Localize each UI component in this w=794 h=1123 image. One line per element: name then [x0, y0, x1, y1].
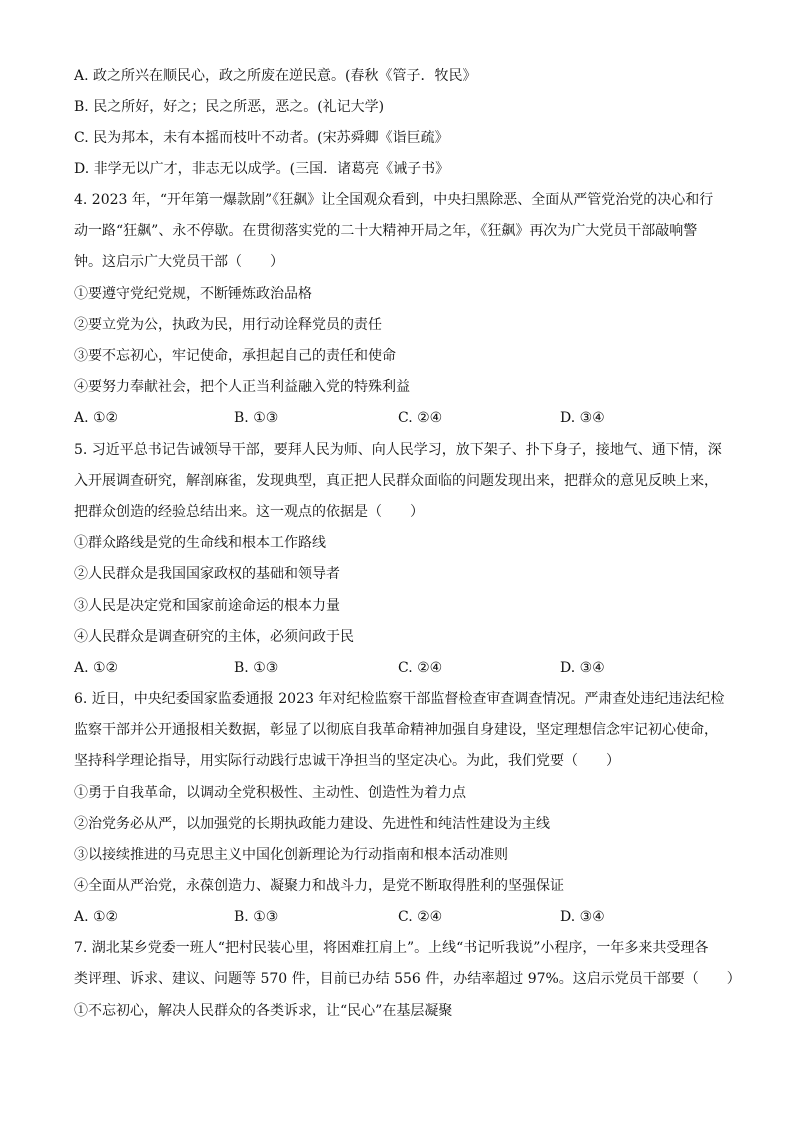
q6-choice-d[interactable]: D. ③④	[560, 909, 605, 925]
q6-choice-b[interactable]: B. ①③	[234, 909, 279, 925]
q5-item-4: ④人民群众是调查研究的主体，必须问政于民	[74, 629, 354, 645]
q4-item-2: ②要立党为公，执政为民，用行动诠释党员的责任	[74, 317, 382, 333]
q6-stem-line-2: 监察干部并公开通报相关数据，彰显了以彻底自我革命精神加强自身建设，坚定理想信念牢记初心使命，	[74, 722, 718, 738]
q6-item-1: ①勇于自我革命，以调动全党积极性、主动性、创造性为着力点	[74, 785, 466, 801]
q5-item-3: ③人民是决定党和国家前途命运的根本力量	[74, 598, 340, 614]
q5-choice-a[interactable]: A. ①②	[74, 660, 119, 676]
q3-option-b: B. 民之所好，好之；民之所恶，恶之。(礼记大学)	[74, 99, 385, 115]
q5-stem-line-3: 把群众创造的经验总结出来。这一观点的依据是（ ）	[74, 504, 424, 520]
q4-stem-line-1: 4. 2023 年，“开年第一爆款剧”《狂飙》让全国观众看到，中央扫黑除恶、全面从严管党治党的决心和行	[74, 192, 714, 208]
q4-choice-a[interactable]: A. ①②	[74, 410, 119, 426]
q5-stem-line-1: 5. 习近平总书记告诫领导干部，要拜人民为师、向人民学习，放下架子、扑下身子，接地气、通下情，深	[74, 442, 722, 458]
q4-item-3: ③要不忘初心，牢记使命，承担起自己的责任和使命	[74, 348, 396, 364]
q6-choice-c[interactable]: C. ②④	[398, 909, 443, 925]
q3-option-d: D. 非学无以广才，非志无以成学。(三国．诸葛亮《诫子书》	[74, 161, 450, 177]
q7-item-1: ①不忘初心，解决人民群众的各类诉求，让“民心”在基层凝聚	[74, 1003, 453, 1019]
q4-stem-line-2: 动一路“狂飙”、永不停歇。在贯彻落实党的二十大精神开局之年，《狂飙》再次为广大党员干部敲响警	[74, 223, 698, 239]
q6-item-3: ③以接续推进的马克思主义中国化创新理论为行动指南和根本活动准则	[74, 847, 508, 863]
q4-choice-d[interactable]: D. ③④	[560, 410, 605, 426]
q6-item-4: ④全面从严治党，永葆创造力、凝聚力和战斗力，是党不断取得胜利的坚强保证	[74, 878, 564, 894]
q7-stem-line-2: 类评理、诉求、建议、问题等 570 件，目前已办结 556 件，办结率超过 97%。这启示党员干部要（ ）	[74, 971, 741, 987]
q7-stem-line-1: 7. 湖北某乡党委一班人“把村民装心里，将困难扛肩上”。上线“书记听我说”小程序，一年多来共受理各	[74, 940, 709, 956]
q3-option-c: C. 民为邦本，未有本摇而枝叶不动者。(宋苏舜卿《诣巨疏》	[74, 130, 449, 146]
q4-item-4: ④要努力奉献社会，把个人正当利益融入党的特殊利益	[74, 379, 410, 395]
q4-item-1: ①要遵守党纪党规，不断锤炼政治品格	[74, 286, 312, 302]
q5-item-1: ①群众路线是党的生命线和根本工作路线	[74, 535, 326, 551]
q6-item-2: ②治党务必从严，以加强党的长期执政能力建设、先进性和纯洁性建设为主线	[74, 816, 550, 832]
q4-choice-b[interactable]: B. ①③	[234, 410, 279, 426]
q6-choice-a[interactable]: A. ①②	[74, 909, 119, 925]
q5-choice-c[interactable]: C. ②④	[398, 660, 443, 676]
q5-item-2: ②人民群众是我国国家政权的基础和领导者	[74, 566, 340, 582]
q3-option-a: A. 政之所兴在顺民心，政之所废在逆民意。(春秋《管子．牧民》	[74, 68, 477, 84]
q4-choice-c[interactable]: C. ②④	[398, 410, 443, 426]
q5-stem-line-2: 入开展调查研究，解剖麻雀，发现典型，真正把人民群众面临的问题发现出来，把群众的意见反映上来，	[74, 473, 718, 489]
q6-stem-line-1: 6. 近日，中央纪委国家监委通报 2023 年对纪检监察干部监督检查审查调查情况。严肃查处违纪违法纪检	[74, 691, 725, 707]
q4-stem-line-3: 钟。这启示广大党员干部（ ）	[74, 254, 284, 270]
q5-choice-b[interactable]: B. ①③	[234, 660, 279, 676]
q5-choice-d[interactable]: D. ③④	[560, 660, 605, 676]
q6-stem-line-3: 坚持科学理论指导，用实际行动践行忠诚干净担当的坚定决心。为此，我们党要（ ）	[74, 753, 620, 769]
